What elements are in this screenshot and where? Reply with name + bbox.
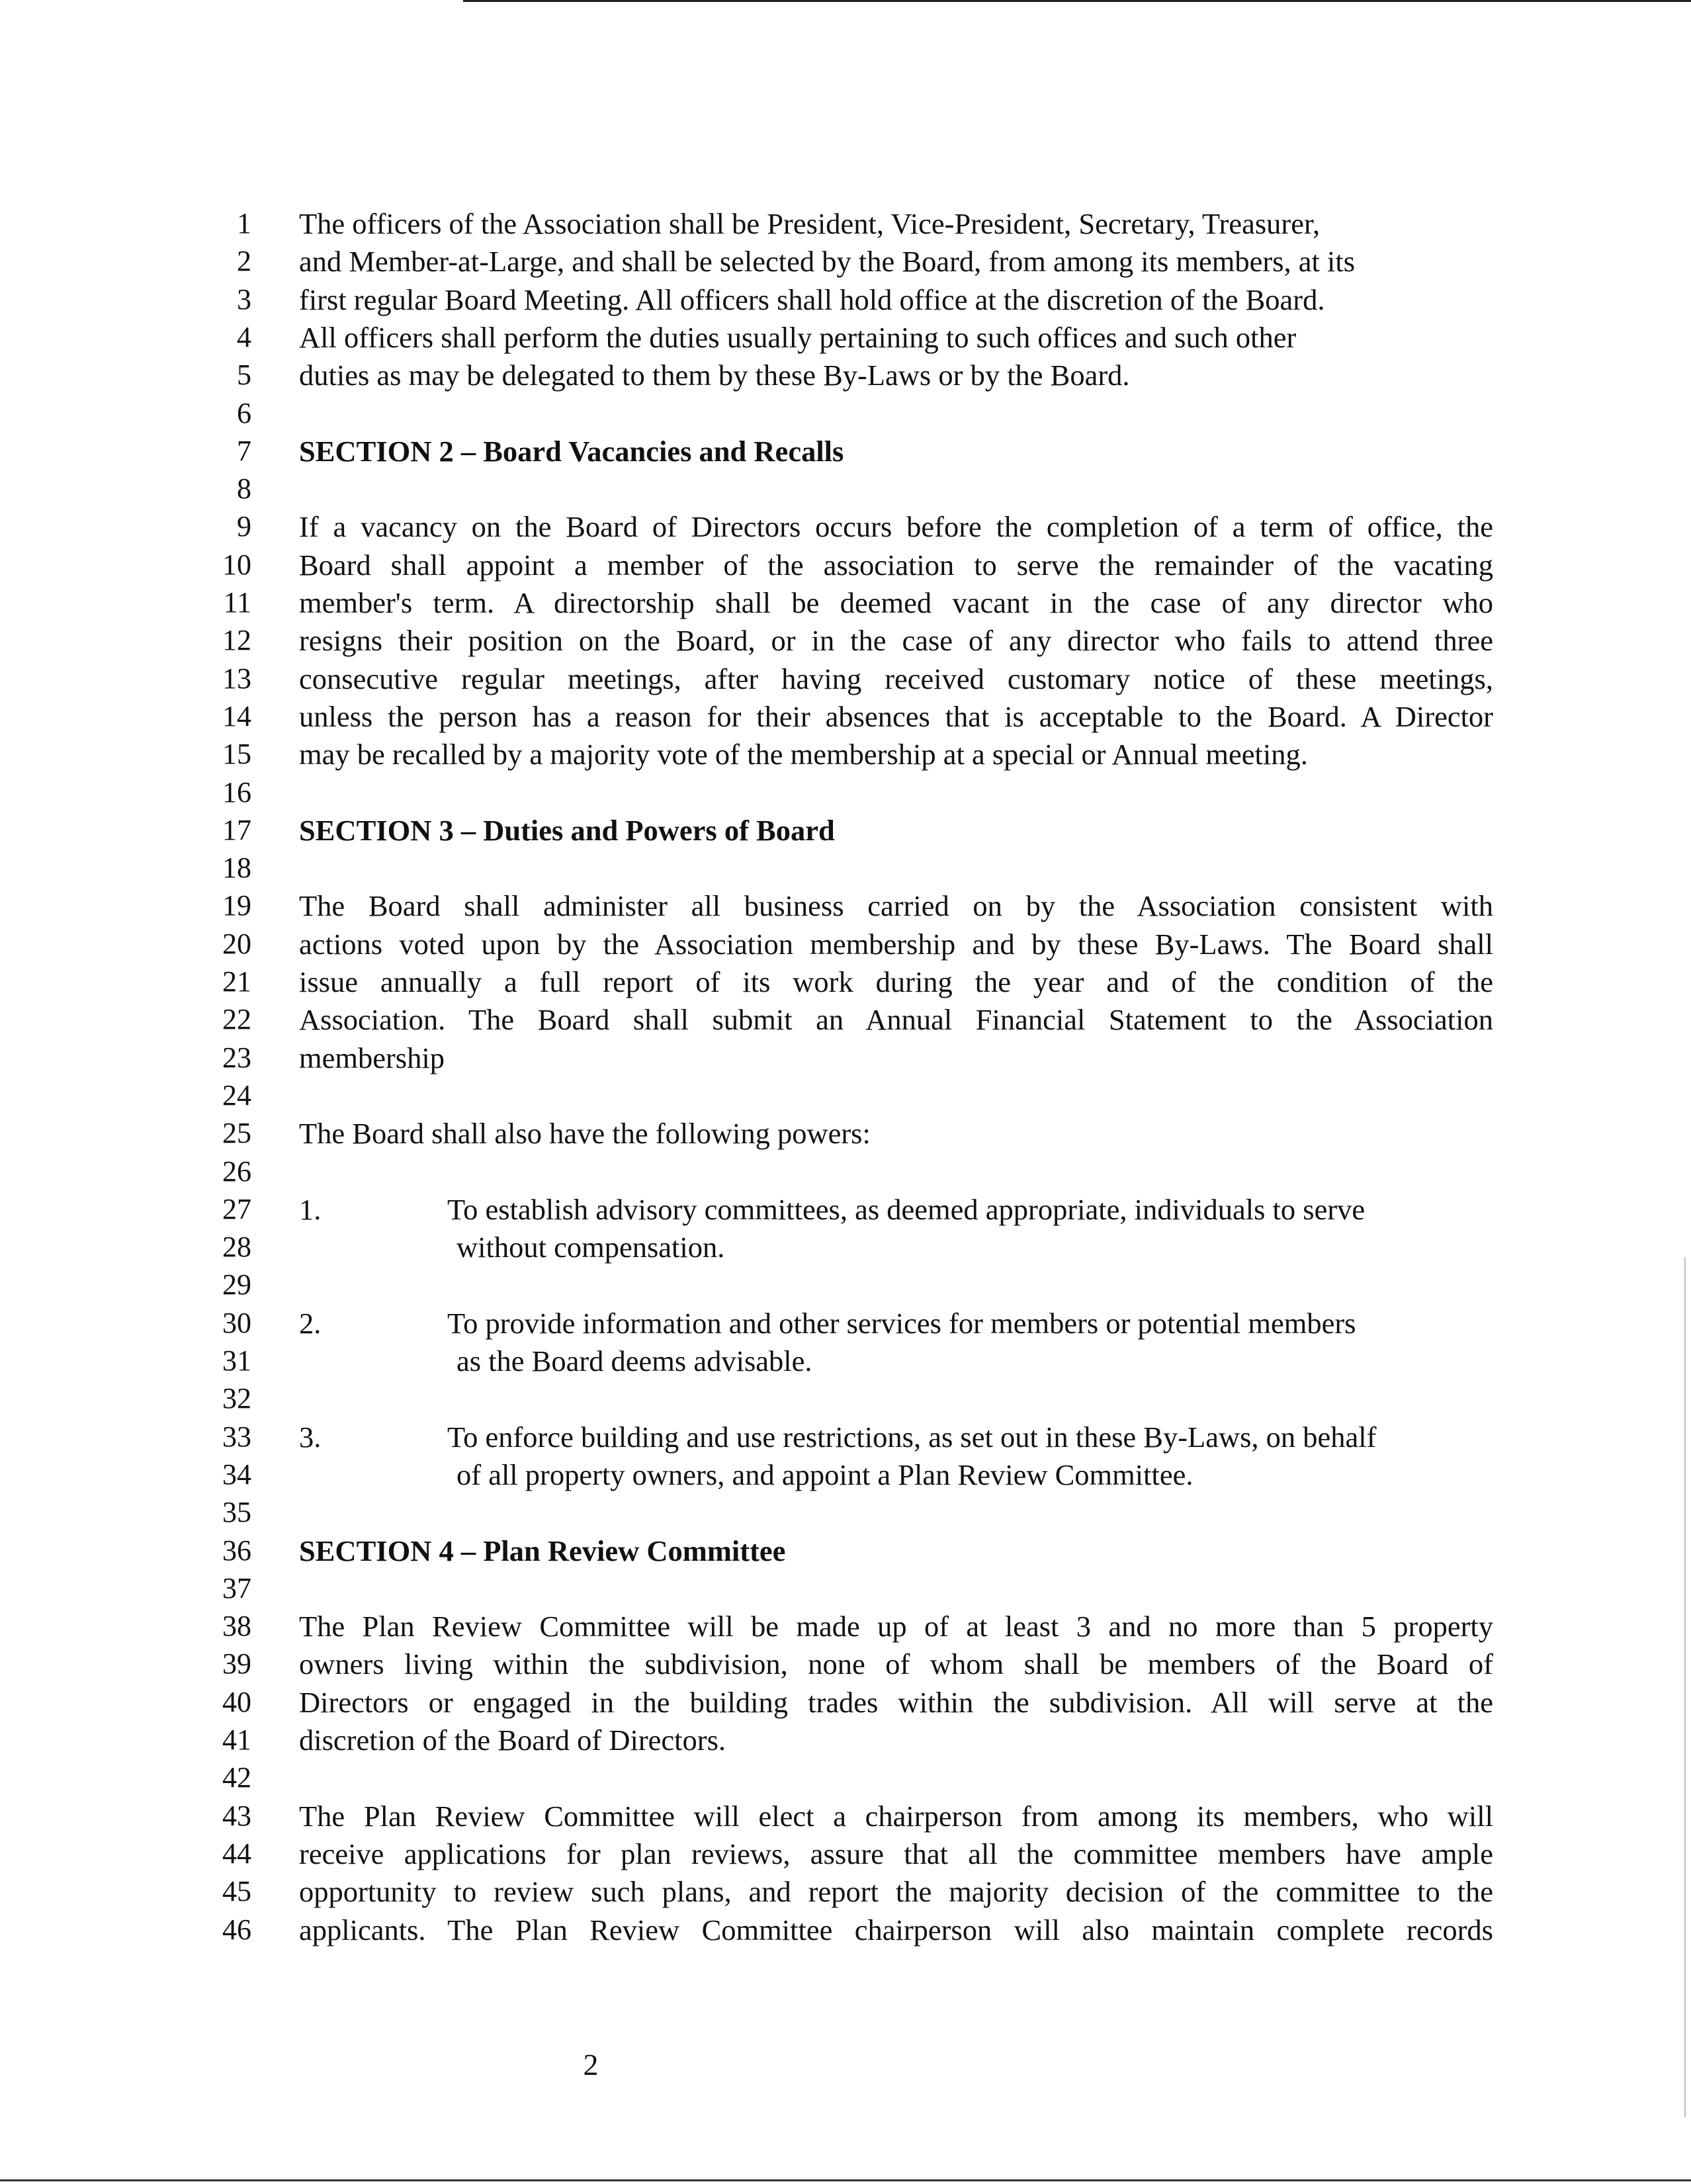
list-item-text: To enforce building and use restrictions, as set out in these By-Laws, on behalf: [447, 1420, 1377, 1454]
paragraph-line: Association. The Board shall submit an Annual Financial Statement to the Association: [299, 1003, 1493, 1036]
paragraph-line: Directors or engaged in the building trades within the subdivision. All will serve at the: [299, 1686, 1493, 1719]
page-number-text: 2: [583, 2048, 599, 2081]
paragraph-line: membership: [299, 1041, 445, 1074]
paragraph-line: applicants. The Plan Review Committee chairperson will also maintain complete records: [299, 1913, 1493, 1946]
list-item-text: as the Board deems advisable.: [456, 1344, 812, 1377]
paragraph-line: consecutive regular meetings, after having received customary notice of these meetings,: [299, 662, 1493, 695]
list-item-number: 1.: [299, 1193, 322, 1226]
line-number: 9: [237, 510, 251, 543]
paragraph-line: duties as may be delegated to them by these By-Laws or by the Board.: [299, 359, 1130, 392]
line-number: 14: [222, 700, 251, 732]
line-number: 19: [222, 889, 251, 922]
line-number: 36: [222, 1534, 251, 1567]
paragraph-line: The Plan Review Committee will elect a chairperson from among its members, who will: [299, 1800, 1493, 1833]
line-number: 30: [222, 1307, 251, 1339]
paragraph-line: resigns their position on the Board, or in the case of any director who fails to attend three: [299, 624, 1493, 657]
list-item-number: 2.: [299, 1307, 322, 1340]
line-number: 16: [222, 776, 251, 808]
line-number: 18: [222, 852, 251, 884]
line-number: 44: [222, 1837, 251, 1870]
paragraph-line: actions voted upon by the Association membership and by these By-Laws. The Board shall: [299, 928, 1493, 961]
line-number: 21: [222, 965, 251, 998]
line-number: 41: [222, 1724, 251, 1756]
paragraph-line: issue annually a full report of its work during the year and of the condition of the: [299, 965, 1493, 998]
line-number: 46: [222, 1913, 251, 1946]
line-number: 31: [222, 1344, 251, 1377]
list-item-text: To provide information and other services for members or potential members: [447, 1307, 1356, 1340]
list-item-text: of all property owners, and appoint a Plan Review Committee.: [456, 1458, 1193, 1491]
line-number: 26: [222, 1155, 251, 1188]
paragraph-line: first regular Board Meeting. All officers shall hold office at the discretion of the Board.: [299, 283, 1325, 316]
paragraph-line: and Member-at-Large, and shall be selected by the Board, from among its members, at its: [299, 245, 1356, 278]
paragraph-line: member's term. A directorship shall be deemed vacant in the case of any director who: [299, 586, 1493, 619]
line-number: 37: [222, 1572, 251, 1604]
line-number: 11: [223, 586, 251, 619]
line-number: 4: [237, 321, 251, 353]
scan-edge-top: [463, 0, 1691, 2]
line-number: 32: [222, 1382, 251, 1415]
line-number: 25: [222, 1117, 251, 1149]
line-number: 22: [222, 1003, 251, 1035]
list-item-text: without compensation.: [456, 1231, 725, 1264]
line-number: 23: [222, 1041, 251, 1074]
line-number: 7: [237, 435, 251, 467]
line-number: 20: [222, 928, 251, 960]
section-4-heading: SECTION 4 – Plan Review Committee: [299, 1534, 786, 1567]
line-number: 10: [222, 548, 251, 581]
paragraph-line: receive applications for plan reviews, assure that all the committee members have ample: [299, 1837, 1493, 1870]
line-number: 38: [222, 1610, 251, 1642]
paragraph-line: owners living within the subdivision, none of whom shall be members of the Board of: [299, 1647, 1493, 1681]
powers-intro: The Board shall also have the following powers:: [299, 1117, 871, 1150]
line-number: 35: [222, 1496, 251, 1528]
section-2-heading: SECTION 2 – Board Vacancies and Recalls: [299, 435, 844, 468]
line-number: 1: [237, 207, 251, 240]
line-number: 29: [222, 1268, 251, 1301]
paragraph-line: discretion of the Board of Directors.: [299, 1724, 726, 1757]
scan-edge-right: [1684, 1257, 1686, 2117]
list-item-number: 3.: [299, 1420, 322, 1454]
line-number: 45: [222, 1875, 251, 1907]
line-number: 27: [222, 1193, 251, 1225]
line-number: 17: [222, 814, 251, 846]
paragraph-line: may be recalled by a majority vote of the membership at a special or Annual meeting.: [299, 738, 1308, 771]
paragraph-line: opportunity to review such plans, and report the majority decision of the committee to the: [299, 1875, 1493, 1908]
page-number: [0, 2046, 1691, 2083]
scan-edge-bottom: [0, 2179, 1691, 2181]
line-number: 13: [222, 662, 251, 695]
line-number: 12: [222, 624, 251, 656]
line-number: 28: [222, 1231, 251, 1263]
paragraph-line: All officers shall perform the duties usually pertaining to such offices and such other: [299, 321, 1297, 354]
line-number: 6: [237, 397, 251, 429]
line-number: 40: [222, 1686, 251, 1718]
line-number: 34: [222, 1458, 251, 1491]
line-number: 42: [222, 1761, 251, 1794]
line-number: 2: [237, 245, 251, 277]
paragraph-line: unless the person has a reason for their absences that is acceptable to the Board. A Director: [299, 700, 1493, 733]
line-number: 43: [222, 1800, 251, 1832]
line-number: 15: [222, 738, 251, 770]
list-item-text: To establish advisory committees, as deemed appropriate, individuals to serve: [447, 1193, 1366, 1226]
line-number: 39: [222, 1647, 251, 1680]
paragraph-line: Board shall appoint a member of the association to serve the remainder of the vacating: [299, 548, 1493, 582]
paragraph-line: The officers of the Association shall be President, Vice-President, Secretary, Treasurer,: [299, 207, 1321, 240]
paragraph-line: The Board shall administer all business carried on by the Association consistent with: [299, 889, 1493, 922]
paragraph-line: The Plan Review Committee will be made up of at least 3 and no more than 5 property: [299, 1610, 1493, 1643]
line-number: 8: [237, 472, 251, 505]
line-number: 24: [222, 1079, 251, 1112]
line-number: 3: [237, 283, 251, 316]
section-3-heading: SECTION 3 – Duties and Powers of Board: [299, 814, 835, 847]
line-number: 33: [222, 1420, 251, 1453]
line-number: 5: [237, 359, 251, 391]
paragraph-line: If a vacancy on the Board of Directors occurs before the completion of a term of office, the: [299, 510, 1493, 543]
